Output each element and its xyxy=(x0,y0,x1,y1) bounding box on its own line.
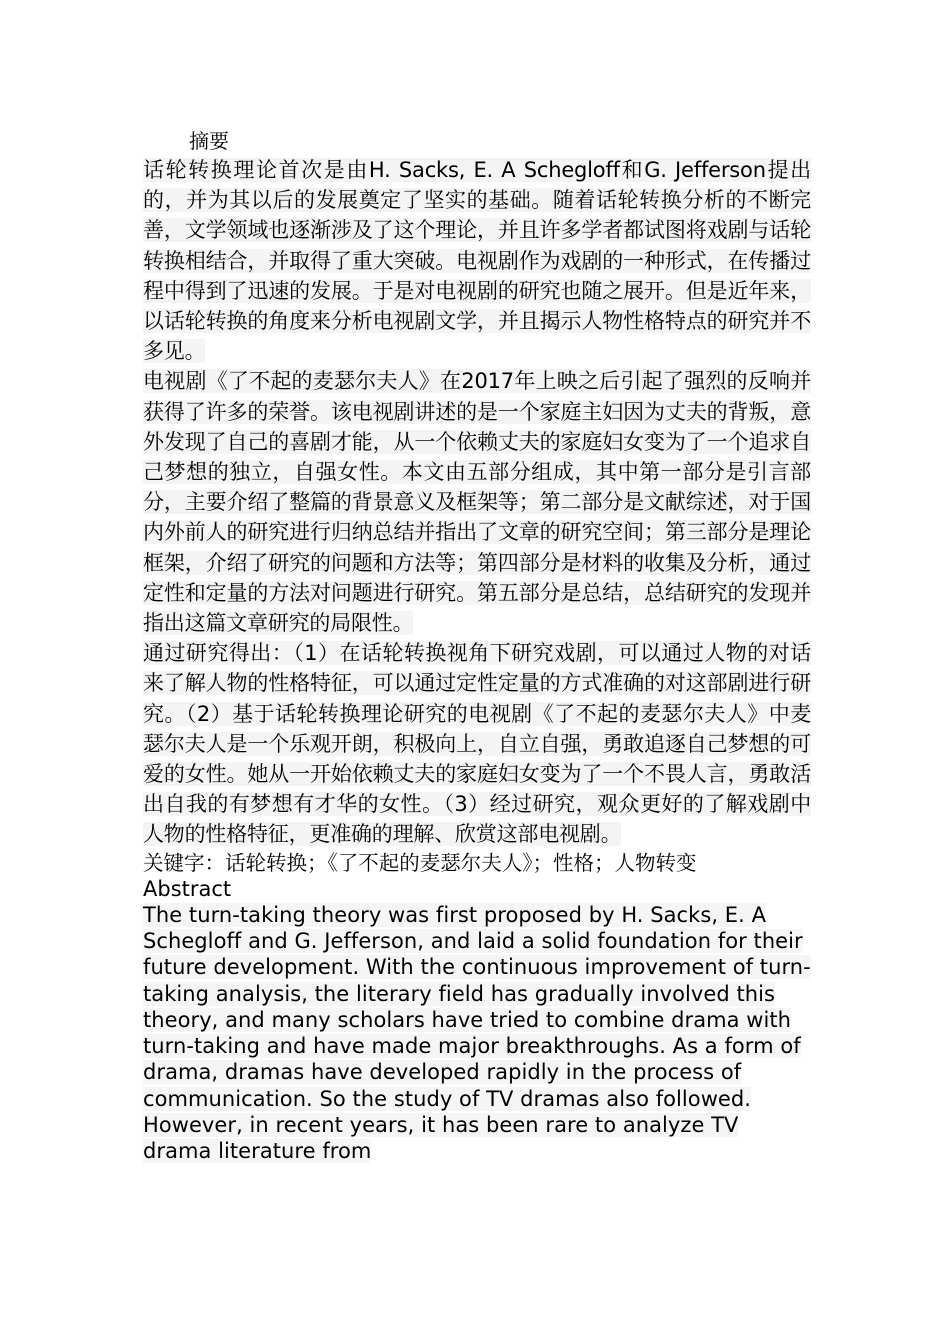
abstract-zh-title: 摘要 xyxy=(189,129,229,153)
abstract-en-paragraph xyxy=(143,902,811,1165)
abstract-zh-keywords: 关键字：话轮转换；《了不起的麦瑟尔夫人》；性格；人物转变 xyxy=(143,850,697,875)
abstract-zh-paragraph-1-text: 话轮转换理论首次是由H. Sacks, E. A Schegloff和G. Jefferson提出的，并为其以后的发展奠定了坚实的基础。随着话轮转换分析的不断完善，文学领域也逐渐涉及了这个理论，并且许多学者都试图将戏剧与话轮转换相结合，并取得了重大突破。电视剧作为戏剧的一种形式，在传播过程中得到了迅速的发展。于是对电视剧的研究也随之展开。但是近年来，以话轮转换的角度来分析电视剧文学，并且揭示人物性格特点的研究并不多见。 xyxy=(143,158,811,364)
abstract-zh-paragraph-1 xyxy=(143,155,811,366)
abstract-en-paragraph-text: The turn-taking theory was first proposed by H. Sacks, E. A Schegloff and G. Jefferson, and laid a solid foundation for their future development. With the continuous improvement of turn-taking analysis, the literary field has gradually involved this theory, and many scholars have tried to combine drama with turn-taking and have made major breakthroughs. As a form of drama, dramas have developed rapidly in the process of communication. So the study of TV dramas also followed. However, in recent years, it has been rare to analyze TV drama literature from xyxy=(143,902,811,1164)
abstract-zh-paragraph-3 xyxy=(143,638,811,849)
document-page xyxy=(143,127,811,1165)
abstract-en-title: Abstract xyxy=(143,876,232,901)
abstract-zh-paragraph-2 xyxy=(143,366,811,638)
abstract-zh-paragraph-3-text: 通过研究得出：（1）在话轮转换视角下研究戏剧，可以通过人物的对话来了解人物的性格特征，可以通过定性定量的方式准确的对这部剧进行研究。（2）基于话轮转换理论研究的电视剧《了不起的麦瑟尔夫人》中麦瑟尔夫人是一个乐观开朗，积极向上，自立自强，勇敢追逐自己梦想的可爱的女性。她从一开始依赖丈夫的家庭妇女变为了一个不畏人言，勇敢活出自我的有梦想有才华的女性。（3）经过研究，观众更好的了解戏剧中人物的性格特征，更准确的理解、欣赏这部电视剧。 xyxy=(143,641,811,847)
abstract-zh-paragraph-2-text: 电视剧《了不起的麦瑟尔夫人》在2017年上映之后引起了强烈的反响并获得了许多的荣誉。该电视剧讲述的是一个家庭主妇因为丈夫的背叛，意外发现了自己的喜剧才能，从一个依赖丈夫的家庭妇女变为了一个追求自己梦想的独立，自强女性。本文由五部分组成，其中第一部分是引言部分，主要介绍了整篇的背景意义及框架等；第二部分是文献综述，对于国内外前人的研究进行归纳总结并指出了文章的研究空间；第三部分是理论框架，介绍了研究的问题和方法等；第四部分是材料的收集及分析，通过定性和定量的方法对问题进行研究。第五部分是总结，总结研究的发现并指出这篇文章研究的局限性。 xyxy=(143,369,811,636)
